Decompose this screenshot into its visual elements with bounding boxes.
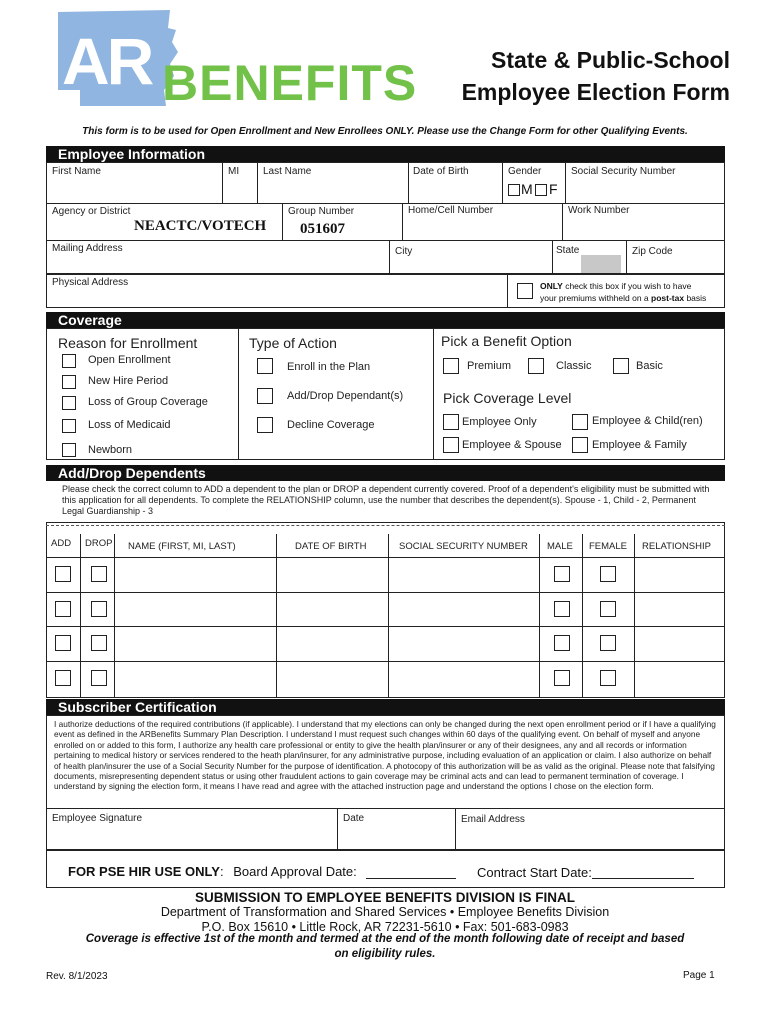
row-female-checkbox[interactable] <box>600 635 616 651</box>
row-add-checkbox[interactable] <box>55 566 71 582</box>
level-employee-children-label: Employee & Child(ren) <box>592 415 703 427</box>
mi-field[interactable] <box>224 178 254 200</box>
group-number-label: Group Number <box>288 206 355 217</box>
table-row <box>46 627 725 661</box>
revision-date: Rev. 8/1/2023 <box>46 971 108 982</box>
section-title-coverage: Coverage <box>58 312 122 328</box>
first-name-label: First Name <box>52 166 101 177</box>
col-drop: DROP <box>85 538 113 549</box>
benefit-basic-checkbox[interactable] <box>613 358 629 374</box>
city-label: City <box>395 246 413 257</box>
signature-field[interactable] <box>50 826 334 848</box>
mailing-address-label: Mailing Address <box>52 243 123 254</box>
agency-value[interactable]: NEACTC/VOTECH <box>134 218 267 234</box>
reason-heading: Reason for Enrollment <box>58 335 198 351</box>
reason-open-enrollment-label: Open Enrollment <box>88 354 171 366</box>
row-add-checkbox[interactable] <box>55 635 71 651</box>
action-enroll-checkbox[interactable] <box>257 358 273 374</box>
level-employee-family-checkbox[interactable] <box>572 437 588 453</box>
level-employee-only-checkbox[interactable] <box>443 414 459 430</box>
level-employee-spouse-checkbox[interactable] <box>443 437 459 453</box>
benefit-classic-checkbox[interactable] <box>528 358 544 374</box>
zip-field[interactable] <box>676 244 722 270</box>
ssn-label: Social Security Number <box>571 166 676 177</box>
first-name-field[interactable] <box>50 178 218 200</box>
section-title-certification: Subscriber Certification <box>58 699 217 715</box>
section-title-dependents: Add/Drop Dependents <box>58 465 206 481</box>
row-add-checkbox[interactable] <box>55 601 71 617</box>
col-ssn: SOCIAL SECURITY NUMBER <box>399 541 528 552</box>
row-female-checkbox[interactable] <box>600 566 616 582</box>
dependents-bar <box>46 465 725 481</box>
action-heading: Type of Action <box>249 335 337 351</box>
action-enroll-label: Enroll in the Plan <box>287 361 371 373</box>
last-name-label: Last Name <box>263 166 312 177</box>
gender-f-label: F <box>549 181 558 197</box>
col-relationship: RELATIONSHIP <box>642 541 711 552</box>
group-number-value[interactable]: 051607 <box>300 221 345 237</box>
table-row <box>46 558 725 592</box>
reason-new-hire-label: New Hire Period <box>88 375 169 387</box>
benefit-basic-label: Basic <box>636 360 663 372</box>
row-male-checkbox[interactable] <box>554 635 570 651</box>
row-male-checkbox[interactable] <box>554 566 570 582</box>
form-subtitle: This form is to be used for Open Enrollment and New Enrollees ONLY. Please use the Change Form for other Qualifying Events. <box>82 126 688 137</box>
signature-label: Employee Signature <box>52 813 143 824</box>
benefit-classic-label: Classic <box>556 360 592 372</box>
coverage-note-2: on eligibility rules. <box>334 948 436 960</box>
state-field[interactable] <box>581 255 621 273</box>
section-title-employee-info: Employee Information <box>58 146 206 162</box>
level-employee-spouse-label: Employee & Spouse <box>462 439 562 451</box>
sign-date-label: Date <box>343 813 365 824</box>
gender-m-checkbox[interactable] <box>508 184 520 196</box>
reason-loss-medicaid-label: Loss of Medicaid <box>88 419 171 431</box>
phone-label: Home/Cell Number <box>408 205 494 216</box>
email-field[interactable] <box>458 826 722 848</box>
row-male-checkbox[interactable] <box>554 601 570 617</box>
city-field[interactable] <box>420 244 548 270</box>
svg-text:BENEFITS: BENEFITS <box>162 55 418 110</box>
post-tax-checkbox[interactable] <box>517 283 533 299</box>
level-employee-family-label: Employee & Family <box>592 439 687 451</box>
action-decline-label: Decline Coverage <box>287 419 375 431</box>
col-name: NAME (FIRST, MI, LAST) <box>128 541 236 552</box>
benefit-premium-checkbox[interactable] <box>443 358 459 374</box>
dob-label: Date of Birth <box>413 166 469 177</box>
board-approval-line[interactable] <box>366 878 456 879</box>
reason-new-hire-checkbox[interactable] <box>62 375 76 389</box>
table-row <box>46 662 725 696</box>
col-female: FEMALE <box>589 541 628 552</box>
col-dob: DATE OF BIRTH <box>295 541 367 552</box>
arbenefits-logo <box>52 6 432 110</box>
reason-loss-group-checkbox[interactable] <box>62 396 76 410</box>
gender-f-checkbox[interactable] <box>535 184 547 196</box>
col-add: ADD <box>51 538 72 549</box>
hr-use-row: FOR PSE HIR USE ONLY: Board Approval Date: <box>68 864 357 879</box>
board-approval-label: Board Approval Date: <box>233 864 357 879</box>
row-add-checkbox[interactable] <box>55 670 71 686</box>
contract-start-line[interactable] <box>592 878 694 879</box>
coverage-bar <box>46 312 725 328</box>
level-heading: Pick Coverage Level <box>443 390 572 406</box>
form-title: State & Public-School Employee Election Form <box>461 47 730 105</box>
table-row <box>46 593 725 627</box>
benefit-premium-label: Premium <box>467 360 512 372</box>
dob-field[interactable] <box>410 178 500 200</box>
dependents-instructions: Please check the correct column to ADD a dependent to the plan or DROP a dependent currently covered. Proof of a dependent's eligibility must be submitted with this application for all dependents. To complete the RELATIONSHIP column, use the number that describes the dependent(s). Spouse - 1, Child - 2, Permanent Legal Guardianship - 3 <box>62 484 710 516</box>
certification-bar <box>46 699 725 715</box>
row-female-checkbox[interactable] <box>600 670 616 686</box>
level-employee-only-label: Employee Only <box>462 416 537 428</box>
work-number-field[interactable] <box>565 216 722 238</box>
mailing-address-field[interactable] <box>50 254 386 272</box>
gender-m-label: M <box>521 181 533 197</box>
certification-text: I authorize deductions of the required contributions (if applicable). I understand that my elections can only be changed during the next open enrollment period or if I have a qualifying event as defined in the ARBenefits Summary Plan Description. I understand I must request such changes within 60 days of the qualifying event. On behalf of myself and anyone enrolled on or added to this form, I authorize any health care professional or entity to give the health plan/insurer or any of their designees, any and all records or information pertaining to medical history or services rendered to the heath plan/insurer, for any administrative purpose, including evaluation of an application or claim. I also authorize on behalf of health plan/insurer the use of a Social Security Number for the purpose of identification. A photocopy of this authorization will be as valid as the original. Please note that falsifying documents, misrepresenting dependent status or using other fraudulent actions to gain coverage may be criminal acts and can lead to permanent termination of coverage. I understand by signing the election form, it means I have read and agree with the attached instruction page and understand the options I chose on the election form. <box>54 719 716 792</box>
sign-date-field[interactable] <box>340 826 452 848</box>
page-number: Page 1 <box>683 970 715 981</box>
post-tax-note: ONLY check this box if you wish to have your premiums withheld on a post-tax basis <box>540 281 707 303</box>
col-male: MALE <box>547 541 573 552</box>
agency-label: Agency or District <box>52 206 131 217</box>
gender-label: Gender <box>508 166 542 177</box>
employee-info-bar <box>46 146 725 162</box>
physical-address-field[interactable] <box>50 288 502 306</box>
reason-newborn-checkbox[interactable] <box>62 443 76 457</box>
reason-loss-group-label: Loss of Group Coverage <box>88 396 208 408</box>
email-label: Email Address <box>461 814 525 825</box>
mi-label: MI <box>228 166 240 177</box>
svg-text:AR: AR <box>62 24 152 98</box>
action-add-drop-checkbox[interactable] <box>257 388 273 404</box>
ssn-field[interactable] <box>568 178 722 200</box>
action-decline-checkbox[interactable] <box>257 417 273 433</box>
work-number-label: Work Number <box>568 205 630 216</box>
address-line: P.O. Box 15610 • Little Rock, AR 72231-5610 • Fax: 501-683-0983 <box>201 920 569 934</box>
department-line: Department of Transformation and Shared Services • Employee Benefits Division <box>160 905 610 919</box>
submission-notice: SUBMISSION TO EMPLOYEE BENEFITS DIVISION IS FINAL <box>194 890 576 905</box>
level-employee-children-checkbox[interactable] <box>572 414 588 430</box>
physical-address-label: Physical Address <box>52 277 129 288</box>
benefit-heading: Pick a Benefit Option <box>441 333 572 349</box>
action-add-drop-label: Add/Drop Dependant(s) <box>287 390 404 402</box>
row-drop-checkbox[interactable] <box>91 670 107 686</box>
reason-newborn-label: Newborn <box>88 444 133 456</box>
row-female-checkbox[interactable] <box>600 601 616 617</box>
row-male-checkbox[interactable] <box>554 670 570 686</box>
last-name-field[interactable] <box>260 178 404 200</box>
row-drop-checkbox[interactable] <box>91 566 107 582</box>
state-label: State <box>556 245 580 256</box>
contract-start-label: Contract Start Date: <box>477 865 592 880</box>
row-drop-checkbox[interactable] <box>91 635 107 651</box>
row-drop-checkbox[interactable] <box>91 601 107 617</box>
phone-field[interactable] <box>405 216 559 238</box>
coverage-note-1: Coverage is effective 1st of the month and termed at the end of the month following date of receipt and based <box>85 933 685 945</box>
reason-open-enrollment-checkbox[interactable] <box>62 354 76 368</box>
zip-label: Zip Code <box>632 246 673 257</box>
reason-loss-medicaid-checkbox[interactable] <box>62 419 76 433</box>
hr-use-label: FOR PSE HIR USE ONLY <box>68 864 220 879</box>
